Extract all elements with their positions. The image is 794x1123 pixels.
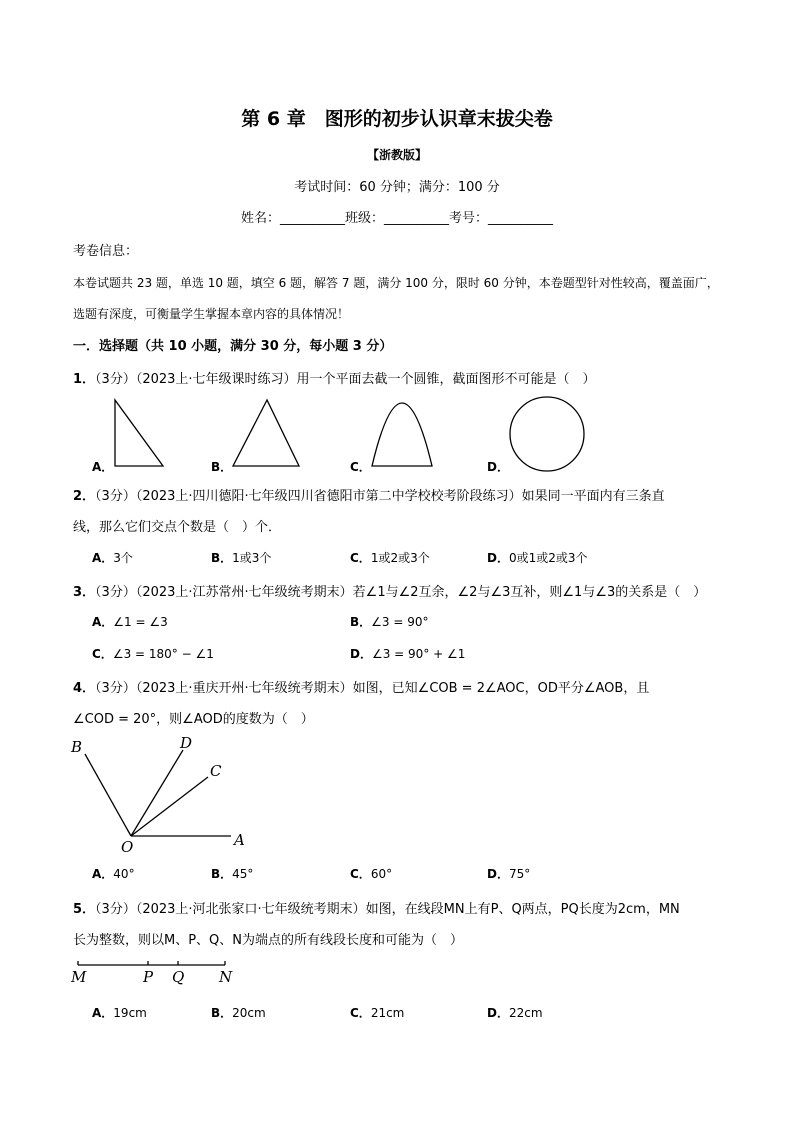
option-text: 0或1或2或3个	[508, 551, 588, 565]
question-number: 4．	[73, 681, 96, 696]
question-number: 5．	[73, 902, 96, 917]
option-text: 1或2或3个	[370, 551, 430, 565]
option-text: 60°	[370, 867, 393, 881]
question-stem-line-1: （3分）（2023上·四川德阳·七年级四川省德阳市第二中学校校考阶段练习）如果同一平面内有三条直	[95, 489, 665, 504]
q5-option-a[interactable]	[92, 1004, 147, 1021]
label-n: N	[219, 968, 233, 986]
q3-option-b[interactable]	[350, 613, 429, 630]
option-key: D．	[487, 1006, 509, 1020]
option-text: 3个	[113, 551, 133, 565]
option-key: D．	[487, 460, 509, 474]
section-title: 一．选择题（共 10 小题，满分 30 分，每小题 3 分）	[73, 339, 393, 354]
option-key: D．	[487, 867, 509, 881]
info-body: 本卷试题共 23 题，单选 10 题，填空 6 题，解答 7 题，满分 100 分，限时 60 分钟，本卷题型针对性较高，覆盖面广，选题有深度，可衡量学生掌握本章内容的具体情况！	[73, 276, 719, 321]
question-3	[73, 581, 706, 600]
edition-label: 【浙教版】	[366, 148, 427, 162]
isosceles-triangle-figure	[233, 400, 299, 466]
question-stem: （3分）（2023上·七年级课时练习）用一个平面去截一个圆锥，截面图形不可能是（ ）	[95, 372, 596, 387]
circle-figure	[510, 397, 584, 471]
info-label: 考卷信息：	[73, 244, 139, 259]
label-p: P	[143, 968, 154, 986]
q4-option-d[interactable]	[487, 865, 530, 882]
question-5	[73, 898, 680, 917]
option-key: C．	[92, 647, 113, 661]
q1-option-a[interactable]	[92, 458, 113, 475]
question-number: 2．	[73, 489, 96, 504]
q2-option-c[interactable]	[350, 549, 430, 566]
option-text: ∠1 = ∠3	[113, 615, 168, 629]
q2-option-a[interactable]	[92, 549, 133, 566]
label-a: A	[234, 831, 245, 849]
page-title: 第 6 章 图形的初步认识章末拔尖卷	[241, 108, 553, 130]
q3-option-d[interactable]	[350, 645, 465, 662]
option-text: 40°	[113, 867, 135, 881]
option-key: D．	[350, 647, 372, 661]
question-stem-line-1: （3分）（2023上·重庆开州·七年级统考期末）如图，已知∠COB = 2∠AOC，OD平分∠AOB，且	[95, 681, 650, 696]
exam-info: 考试时间：60 分钟；满分：100 分	[294, 180, 500, 195]
q3-option-a[interactable]	[92, 613, 168, 630]
q5-option-c[interactable]	[350, 1004, 404, 1021]
label-o: O	[121, 838, 134, 855]
option-key: A．	[92, 615, 114, 629]
label-b: B	[71, 738, 83, 756]
option-key: B．	[350, 615, 372, 629]
label-c: C	[210, 762, 222, 780]
label-m: M	[71, 968, 87, 986]
option-key: B．	[211, 460, 233, 474]
q1-option-d[interactable]	[487, 458, 509, 475]
option-key: A．	[92, 1006, 114, 1020]
question-2	[73, 485, 665, 504]
q4-option-b[interactable]	[211, 865, 253, 882]
q3-option-c[interactable]	[92, 645, 214, 662]
question-4-line-2: ∠COD = 20°，则∠AOD的度数为（ ）	[73, 712, 314, 727]
q4-option-a[interactable]	[92, 865, 135, 882]
option-key: C．	[350, 551, 371, 565]
option-text: 21cm	[370, 1006, 405, 1020]
option-text: 20cm	[232, 1006, 266, 1020]
option-key: C．	[350, 460, 371, 474]
option-text: 22cm	[508, 1006, 543, 1020]
option-key: C．	[350, 1006, 371, 1020]
option-key: A．	[92, 867, 114, 881]
label-q: Q	[172, 968, 185, 986]
option-text: 19cm	[113, 1006, 147, 1020]
angle-figure	[0, 730, 794, 855]
question-stem-line-1: （3分）（2023上·河北张家口·七年级统考期末）如图，在线段MN上有P、Q两点，PQ长度为2cm，MN	[95, 902, 680, 917]
segment-figure	[0, 955, 794, 987]
q4-option-c[interactable]	[350, 865, 392, 882]
option-text: ∠3 = 90°	[371, 615, 429, 629]
question-4	[73, 677, 649, 696]
q1-option-figures	[0, 392, 794, 472]
q2-option-b[interactable]	[211, 549, 271, 566]
question-number: 1．	[73, 372, 96, 387]
ray-ob	[85, 754, 131, 836]
q1-option-b[interactable]	[211, 458, 232, 475]
option-text: ∠3 = 180° − ∠1	[112, 647, 214, 661]
option-text: 75°	[508, 867, 531, 881]
q1-option-c[interactable]	[350, 458, 371, 475]
q5-option-b[interactable]	[211, 1004, 266, 1021]
option-key: C．	[350, 867, 371, 881]
parabola-section-figure	[372, 403, 432, 466]
question-5-line-2: 长为整数，则以M、P、Q、N为端点的所有线段长度和可能为（ ）	[73, 933, 464, 948]
question-stem: （3分）（2023上·江苏常州·七年级统考期末）若∠1与∠2互余，∠2与∠3互补，则∠1与∠3的关系是（ ）	[95, 585, 707, 600]
option-key: B．	[211, 1006, 233, 1020]
option-key: A．	[92, 460, 114, 474]
option-text: 1或3个	[232, 551, 272, 565]
option-key: D．	[487, 551, 509, 565]
option-text: ∠3 = 90° + ∠1	[371, 647, 466, 661]
question-1	[73, 368, 596, 387]
question-2-line-2: 线，那么它们交点个数是（ ）个．	[73, 520, 282, 535]
option-key: A．	[92, 551, 114, 565]
label-d: D	[180, 734, 193, 752]
q5-option-d[interactable]	[487, 1004, 543, 1021]
right-triangle-figure	[115, 400, 163, 466]
option-key: B．	[211, 551, 233, 565]
q2-option-d[interactable]	[487, 549, 588, 566]
student-fields: 姓名：__________班级：__________考号：__________	[240, 211, 553, 226]
option-key: B．	[211, 867, 233, 881]
question-number: 3．	[73, 585, 96, 600]
option-text: 45°	[232, 867, 254, 881]
ray-oc	[131, 777, 208, 836]
ray-od	[131, 750, 183, 836]
